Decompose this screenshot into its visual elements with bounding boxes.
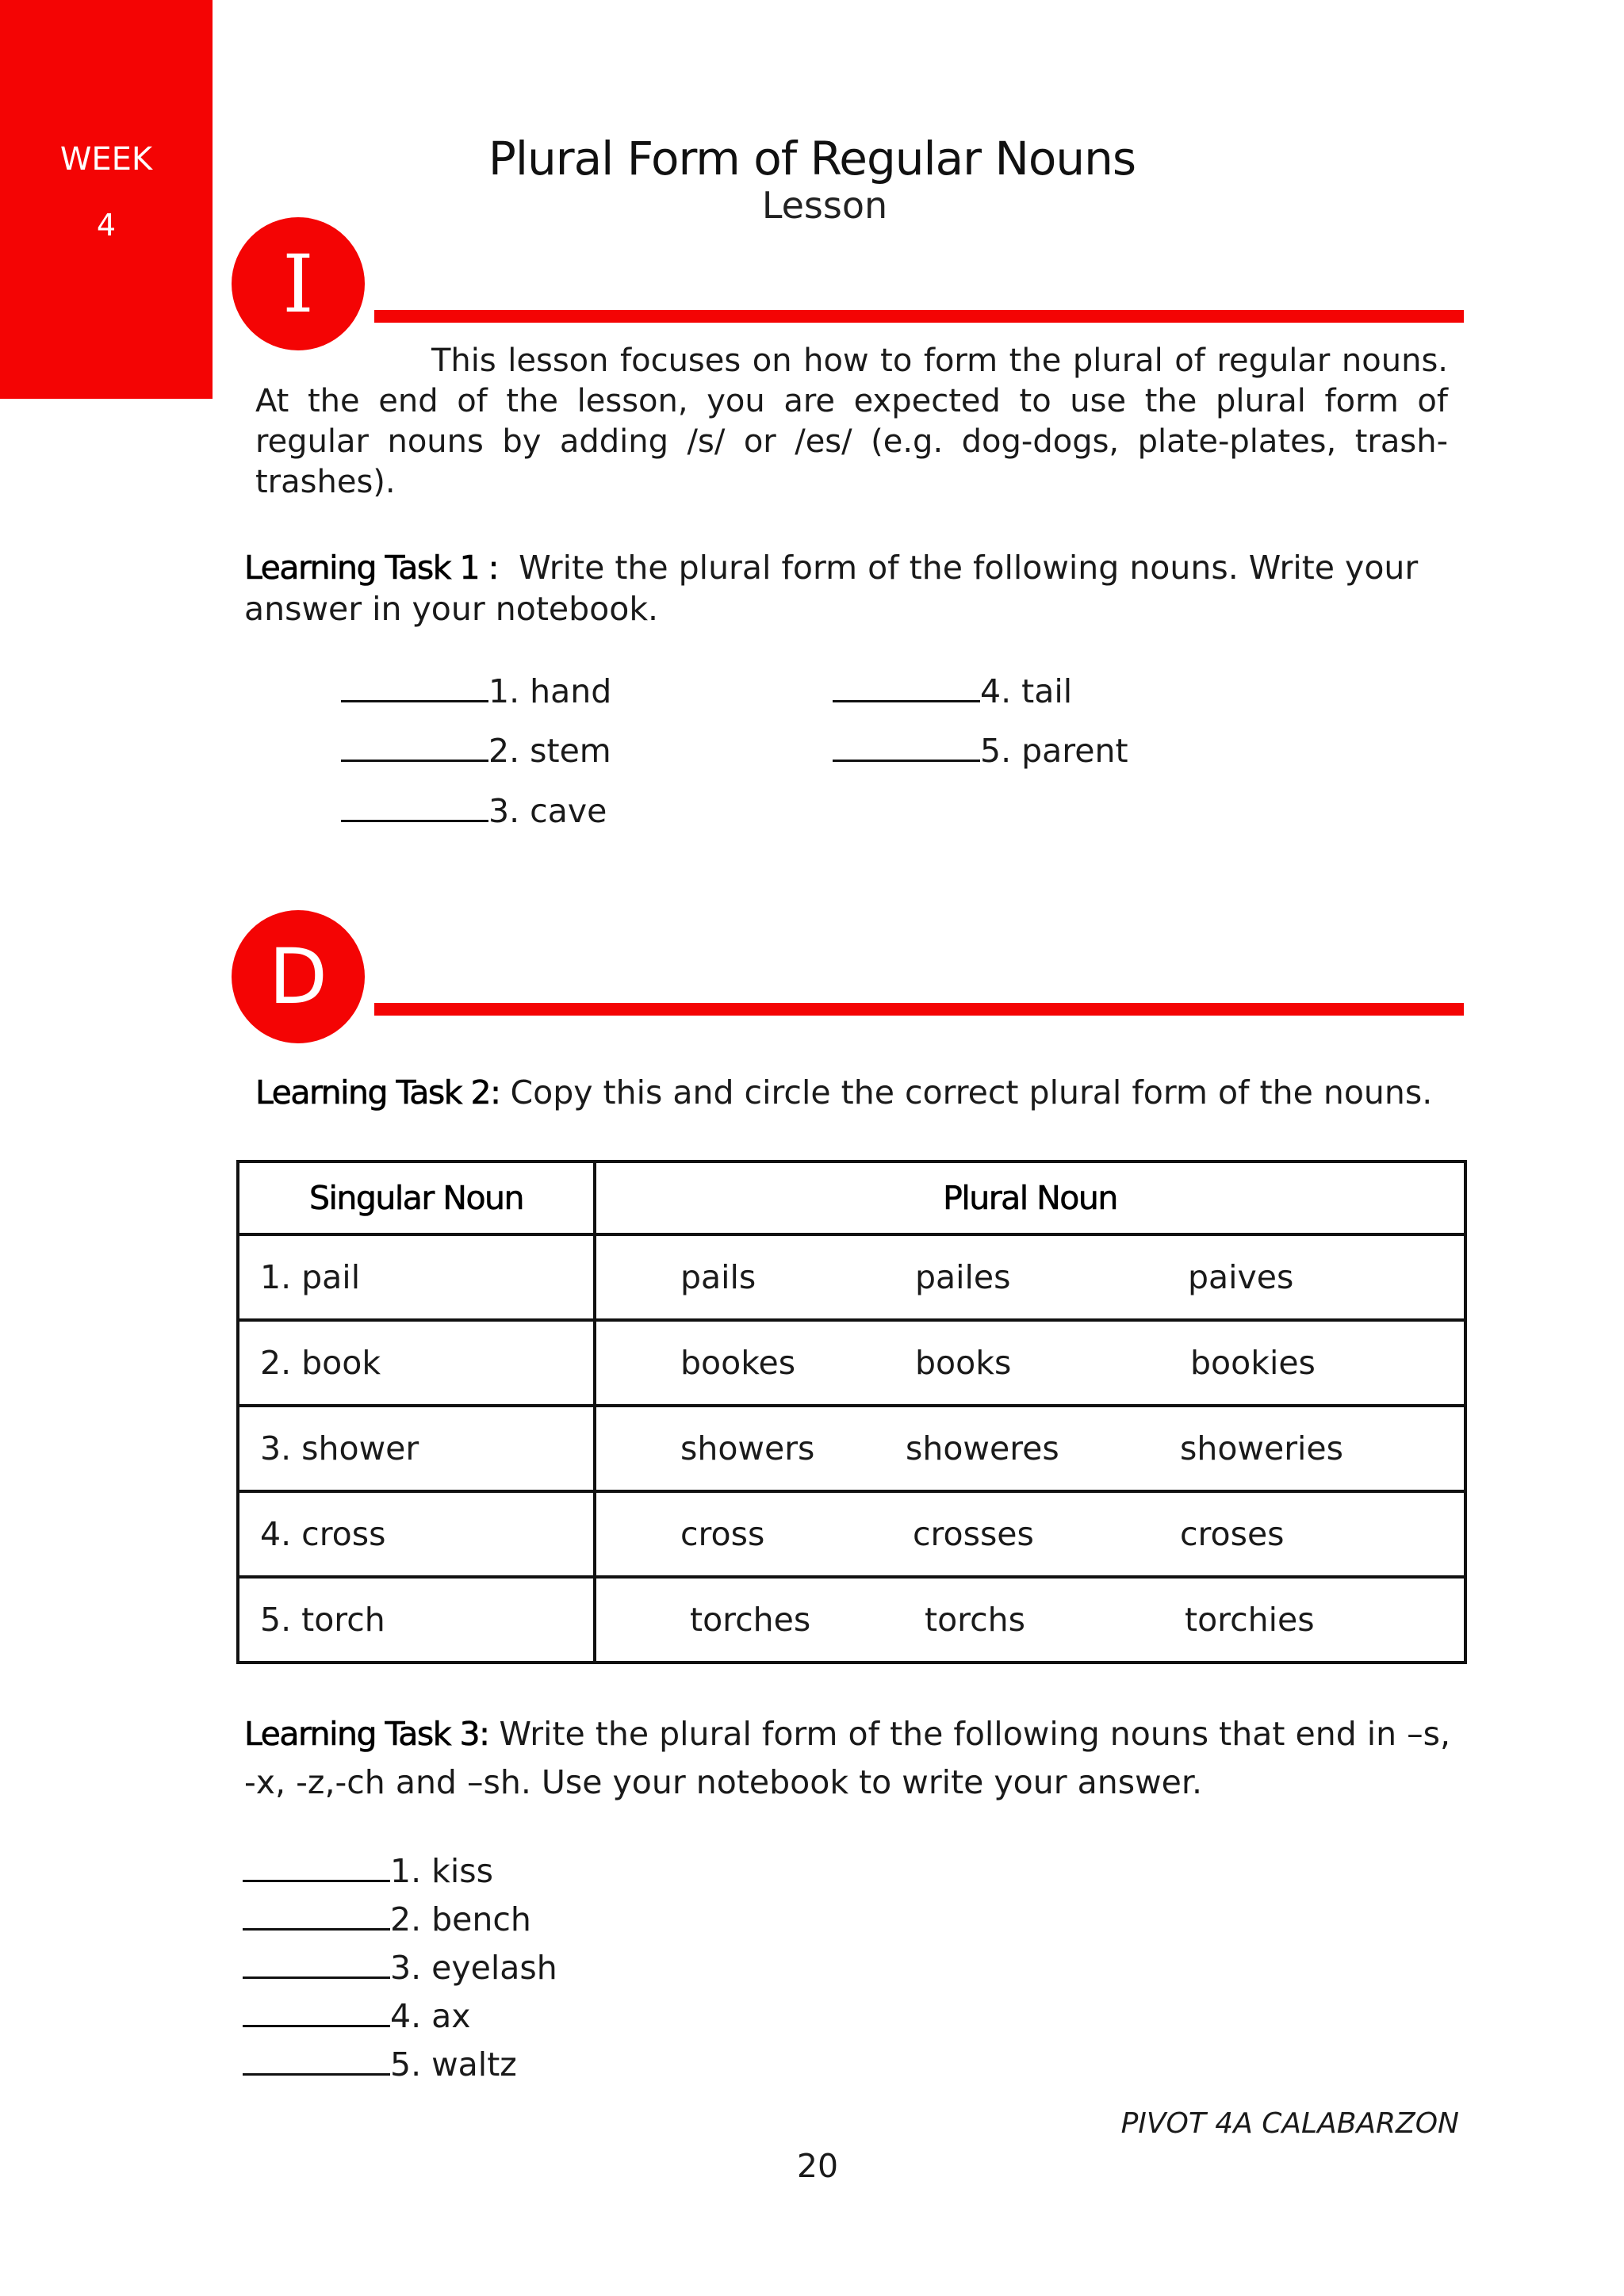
page-number: 20 — [796, 2147, 839, 2185]
week-number: 4 — [96, 208, 117, 243]
answer-blank — [243, 1998, 390, 2027]
table-row — [238, 1577, 1465, 1663]
task3-item — [243, 1852, 493, 1890]
answer-blank — [341, 673, 488, 702]
task1-item — [833, 672, 1072, 710]
plural-options-cell — [595, 1320, 1465, 1406]
table-row — [238, 1320, 1465, 1406]
table-header-row — [238, 1161, 1465, 1234]
task1-item — [833, 732, 1128, 770]
task1-item-label: 3. cave — [488, 792, 607, 830]
learning-task-1 — [244, 547, 1450, 629]
answer-blank — [833, 733, 980, 762]
task3-heading: Learning Task 3: — [244, 1715, 489, 1753]
plural-option: croses — [1180, 1515, 1285, 1553]
answer-blank — [243, 1950, 390, 1979]
table-row — [238, 1491, 1465, 1577]
answer-blank — [243, 2046, 390, 2076]
plural-option: showeries — [1180, 1429, 1344, 1468]
plural-table — [236, 1160, 1467, 1664]
section-i-divider — [374, 310, 1464, 323]
task3-item-label: 1. kiss — [390, 1852, 494, 1890]
page-subtitle: Lesson — [761, 184, 888, 227]
plural-option: torchs — [925, 1601, 1026, 1639]
task3-item-label: 3. eyelash — [390, 1949, 557, 1987]
plural-option: cross — [680, 1515, 765, 1553]
plural-option: torches — [690, 1601, 811, 1639]
week-label: WEEK — [59, 141, 153, 178]
learning-task-3 — [244, 1710, 1465, 1807]
task3-item — [243, 1949, 557, 1987]
section-d-badge: D — [232, 910, 365, 1043]
column-header-plural: Plural Noun — [595, 1161, 1465, 1234]
task1-item-label: 1. hand — [488, 672, 612, 710]
task3-item — [243, 2045, 517, 2084]
plural-option: paives — [1188, 1258, 1294, 1296]
task1-item — [341, 672, 611, 710]
task1-item-label: 5. parent — [980, 732, 1128, 770]
task3-item — [243, 1900, 531, 1938]
learning-task-2 — [255, 1072, 1492, 1113]
answer-blank — [833, 673, 980, 702]
task3-item — [243, 1997, 471, 2035]
plural-option: pails — [680, 1258, 756, 1296]
answer-blank — [341, 793, 488, 822]
task1-item — [341, 732, 611, 770]
answer-blank — [341, 733, 488, 762]
singular-noun-cell: 3. shower — [238, 1406, 595, 1491]
plural-option: torchies — [1185, 1601, 1315, 1639]
plural-option: bookies — [1190, 1344, 1316, 1382]
singular-noun-cell: 1. pail — [238, 1234, 595, 1320]
column-header-singular: Singular Noun — [238, 1161, 595, 1234]
task3-instruction: Write the plural form of the following nouns that end in –s, -x, -z,-ch and –sh. Use your notebook to write your answer. — [244, 1715, 1451, 1801]
lesson-intro-text: This lesson focuses on how to form the plural of regular nouns. At the end of the lesson, you are expected to use the plural form of regular nouns by adding /s/ or /es/ (e.g. dog-dogs, plate-plates, trash-trashes). — [255, 342, 1448, 500]
lesson-intro — [255, 341, 1448, 503]
task3-item-label: 5. waltz — [390, 2045, 517, 2084]
plural-option: showers — [680, 1429, 815, 1468]
task3-item-label: 2. bench — [390, 1900, 531, 1938]
section-d-divider — [374, 1003, 1464, 1016]
singular-noun-cell: 5. torch — [238, 1577, 595, 1663]
task2-instruction: Copy this and circle the correct plural form of the nouns. — [510, 1073, 1433, 1112]
section-i-badge: I — [232, 217, 365, 350]
task1-item — [341, 792, 607, 830]
plural-options-cell — [595, 1406, 1465, 1491]
plural-option: pailes — [915, 1258, 1011, 1296]
task1-item-label: 2. stem — [488, 732, 611, 770]
table-row — [238, 1406, 1465, 1491]
task2-heading: Learning Task 2: — [255, 1073, 500, 1112]
task1-instruction: Write the plural form of the following nouns. Write your answer in your notebook. — [244, 549, 1419, 628]
task3-item-label: 4. ax — [390, 1997, 471, 2035]
plural-options-cell — [595, 1577, 1465, 1663]
plural-options-cell — [595, 1491, 1465, 1577]
footer-reference: PIVOT 4A CALABARZON — [1120, 2107, 1459, 2140]
task1-heading: Learning Task 1 : — [244, 549, 498, 587]
singular-noun-cell: 4. cross — [238, 1491, 595, 1577]
singular-noun-cell: 2. book — [238, 1320, 595, 1406]
answer-blank — [243, 1853, 390, 1882]
plural-option: books — [915, 1344, 1012, 1382]
plural-option: crosses — [913, 1515, 1034, 1553]
plural-option: showeres — [906, 1429, 1059, 1468]
task1-item-label: 4. tail — [980, 672, 1073, 710]
answer-blank — [243, 1901, 390, 1931]
plural-option: bookes — [680, 1344, 796, 1382]
plural-options-cell — [595, 1234, 1465, 1320]
table-row — [238, 1234, 1465, 1320]
page-title: Plural Form of Regular Nouns — [488, 132, 1136, 186]
